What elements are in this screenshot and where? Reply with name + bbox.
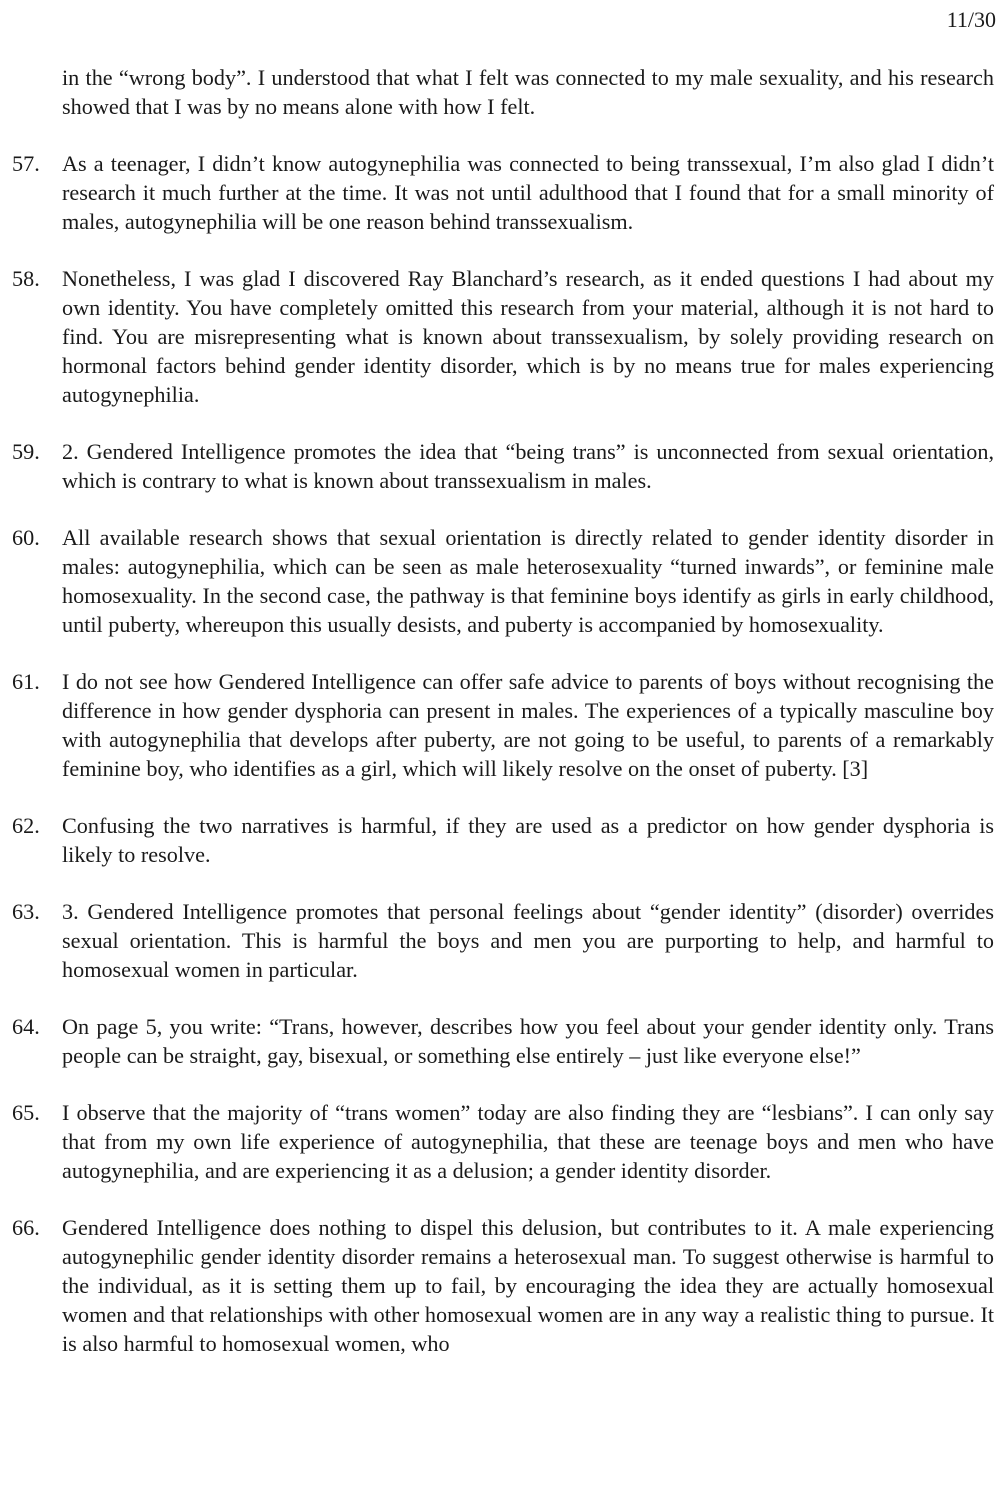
paragraph-text: 2. Gendered Intelligence promotes the idea that “being trans” is unconnected from sexual orientation, which is contrary to what is known about transsexualism in males. [62,439,994,493]
paragraph-text: Nonetheless, I was glad I discovered Ray Blanchard’s research, as it ended questions I had about my own identity. You have completely omitted this research from your material, although it is not hard to find. You are misrepresenting what is known about transsexualism, by solely providing research on hormonal factors behind gender identity disorder, which is by no means true for males experiencing autogynephilia. [62,266,994,407]
paragraph-number: 65. [12,1100,40,1125]
paragraph-66 [12,1213,994,1358]
paragraph-text: I do not see how Gendered Intelligence can offer safe advice to parents of boys without recognising the difference in how gender dysphoria can present in males. The experiences of a typically masculine boy with autogynephilia that develops after puberty, are not going to be useful, to parents of a remarkably feminine boy, who identifies as a girl, which will likely resolve on the onset of puberty. [3] [62,669,994,781]
paragraph-63 [12,897,994,984]
paragraph-text: 3. Gendered Intelligence promotes that personal feelings about “gender identity” (disorder) overrides sexual orientation. This is harmful the boys and men you are purporting to help, and harmful to homosexual women in particular. [62,899,994,982]
paragraph-text: All available research shows that sexual orientation is directly related to gender identity disorder in males: autogynephilia, which can be seen as male heterosexuality “turned inwards”, or feminine male homosexuality. In the second case, the pathway is that feminine boys identify as girls in early childhood, until puberty, whereupon this usually desists, and puberty is accompanied by homosexuality. [62,525,994,637]
paragraph-number: 62. [12,813,40,838]
continuation-paragraph: in the “wrong body”. I understood that what I felt was connected to my male sexuality, and his research showed that I was by no means alone with how I felt. [62,65,994,119]
paragraph-number: 63. [12,899,40,924]
paragraph-number: 64. [12,1014,40,1039]
paragraph-61 [12,667,994,783]
paragraph-text: As a teenager, I didn’t know autogynephilia was connected to being transsexual, I’m also glad I didn’t research it much further at the time. It was not until adulthood that I found that for a small minority of males, autogynephilia will be one reason behind transsexualism. [62,151,994,234]
paragraph-number: 58. [12,266,40,291]
page-number: 11/30 [946,7,996,32]
paragraph-65 [12,1098,994,1185]
paragraph-text: Gendered Intelligence does nothing to dispel this delusion, but contributes to it. A male experiencing autogynephilic gender identity disorder remains a heterosexual man. To suggest otherwise is harmful to the individual, as it is setting them up to fail, by encouraging the idea they are actually homosexual women and that relationships with other homosexual women are in any way a realistic thing to pursue. It is also harmful to homosexual women, who [62,1215,994,1356]
paragraph-64 [12,1012,994,1070]
paragraph-number: 60. [12,525,40,550]
paragraph-58 [12,264,994,409]
paragraph-60 [12,523,994,639]
paragraph-number: 57. [12,151,40,176]
paragraph-57 [12,149,994,236]
paragraph-text: On page 5, you write: “Trans, however, describes how you feel about your gender identity only. Trans people can be straight, gay, bisexual, or something else entirely – just like everyone else!” [62,1014,994,1068]
paragraph-text: Confusing the two narratives is harmful, if they are used as a predictor on how gender dysphoria is likely to resolve. [62,813,994,867]
paragraph-62 [12,811,994,869]
paragraph-number: 66. [12,1215,40,1240]
document-body [12,63,994,1386]
paragraph-number: 61. [12,669,40,694]
paragraph-text: I observe that the majority of “trans women” today are also finding they are “lesbians”. I can only say that from my own life experience of autogynephilia, that these are teenage boys and men who have autogynephilia, and are experiencing it as a delusion; a gender identity disorder. [62,1100,994,1183]
paragraph-number: 59. [12,439,40,464]
paragraph-59 [12,437,994,495]
